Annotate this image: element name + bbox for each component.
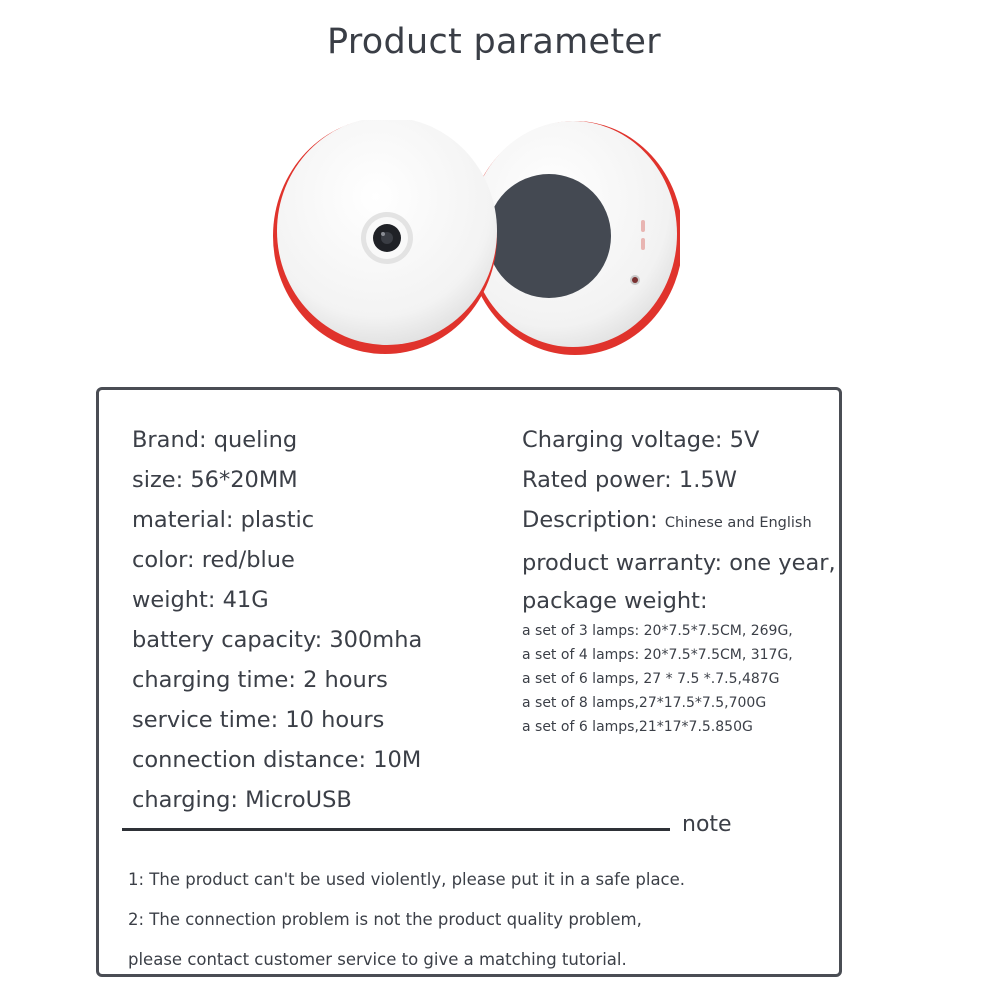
lamp-back [467, 121, 680, 355]
product-image [260, 120, 680, 370]
page-title: Product parameter [327, 22, 661, 62]
charging-pad [487, 174, 611, 298]
spec-warranty: product warranty: one year, [522, 550, 836, 576]
note-item: 2: The connection problem is not the product quality problem, [128, 910, 642, 929]
spec-size: size: 56*20MM [132, 467, 298, 493]
spec-list-left [132, 420, 422, 820]
package-item: a set of 6 lamps,21*17*7.5.850G [522, 719, 753, 735]
spec-color: color: red/blue [132, 547, 295, 573]
spec-material: material: plastic [132, 507, 315, 533]
note-divider [122, 828, 670, 831]
note-item: please contact customer service to give a matching tutorial. [128, 950, 627, 969]
spec-charging-voltage: Charging voltage: 5V [522, 427, 760, 453]
spec-description [522, 500, 836, 543]
spec-charging: charging: MicroUSB [132, 787, 352, 813]
spec-service-time: service time: 10 hours [132, 707, 385, 733]
spec-charging-time: charging time: 2 hours [132, 667, 388, 693]
description-value: Chinese and English [664, 515, 812, 531]
package-item: a set of 6 lamps, 27 * 7.5 *.7.5,487G [522, 671, 780, 687]
description-label: Description: [522, 507, 658, 533]
spec-list-right [522, 420, 836, 739]
package-item: a set of 4 lamps: 20*7.5*7.5CM, 317G, [522, 647, 793, 663]
spec-rated-power: Rated power: 1.5W [522, 467, 737, 493]
note-item: 1: The product can't be used violently, please put it in a safe place. [128, 870, 686, 889]
spec-connection-distance: connection distance: 10M [132, 747, 422, 773]
spec-battery: battery capacity: 300mha [132, 627, 423, 653]
package-item: a set of 8 lamps,27*17.5*7.5,700G [522, 695, 767, 711]
lamp-front [273, 120, 497, 354]
note-label: note [682, 812, 732, 837]
spec-weight: weight: 41G [132, 587, 269, 613]
package-item: a set of 3 lamps: 20*7.5*7.5CM, 269G, [522, 623, 793, 639]
spec-package-weight-label: package weight: [522, 588, 708, 614]
spec-brand: Brand: queling [132, 427, 298, 453]
notes-list [128, 860, 685, 980]
